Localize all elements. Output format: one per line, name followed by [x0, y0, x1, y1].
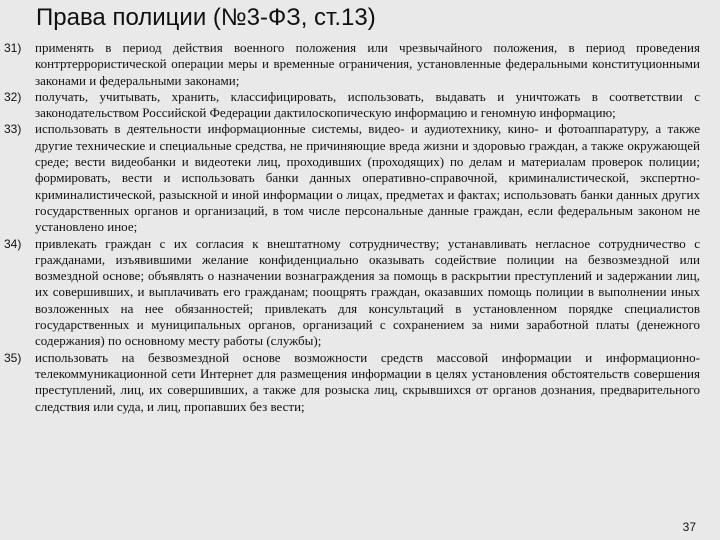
list-item — [0, 40, 720, 89]
item-number: 31) — [4, 41, 22, 55]
item-text: применять в период действия военного положения или чрезвычайного положения, в период проведения контртеррористической операции меры и временные ограничения, установленные федеральными конституционными законами и федеральными законами; — [35, 40, 700, 88]
item-text: использовать в деятельности информационные системы, видео- и аудиотехнику, кино- и фотоаппаратуру, а также другие технические и специальные средства, не причиняющие вреда жизни и здоровью граждан, а также окружающей среде; вести видеобанки и видеотеки лиц, проходивших (проходящих) по делам и материалам проверок полиции; формировать, вести и использовать банки данных оперативно-справочной, криминалистической, экспертно-криминалистической, разыскной и иной информации о лицах, предметах и фактах; использовать банки данных других государственных органов и организаций, в том числе персональные данные граждан, если федеральным законом не установлено иное; — [35, 121, 700, 235]
item-number: 35) — [4, 350, 22, 365]
slide-title: Права полиции (№3-ФЗ, ст.13) — [36, 4, 376, 31]
list-item — [0, 89, 720, 122]
item-number: 34) — [4, 236, 22, 251]
list-item — [0, 236, 720, 350]
item-number: 32) — [4, 89, 22, 104]
item-text: привлекать граждан с их согласия к внештатному сотрудничеству; устанавливать негласное сотрудничество с гражданами, изъявившими желание конфиденциально оказывать содействие полиции на безвозмездной или возмездной основе; объявлять о назначении вознаграждения за помощь в раскрытии преступлений и задержании лиц, их совершивших, и выплачивать его гражданам; поощрять граждан, оказавших помощь полиции в выполнении иных возложенных на нее обязанностей; привлекать для консультаций в установленном порядке специалистов государственных и муниципальных органов, организаций с сохранением за ними заработной платы (денежного содержания) по основному месту работы (службы); — [35, 235, 700, 349]
item-number: 33) — [4, 122, 22, 137]
list-item — [0, 121, 720, 235]
item-text: использовать на безвозмездной основе возможности средств массовой информации и информационно-телекоммуникационной сети Интернет для размещения информации в целях установления обстоятельств совершения преступлений, лиц, их совершивших, а также для розыска лиц, скрывшихся от органов дознания, предварительного следствия или суда, и лиц, пропавших без вести; — [35, 349, 700, 414]
item-text: получать, учитывать, хранить, классифицировать, использовать, выдавать и уничтожать в соответствии с законодательством Российской Федерации дактилоскопическую информацию и геномную информацию; — [35, 88, 700, 121]
rights-list — [0, 40, 720, 415]
list-item — [0, 350, 720, 415]
page-number: 37 — [682, 520, 696, 534]
